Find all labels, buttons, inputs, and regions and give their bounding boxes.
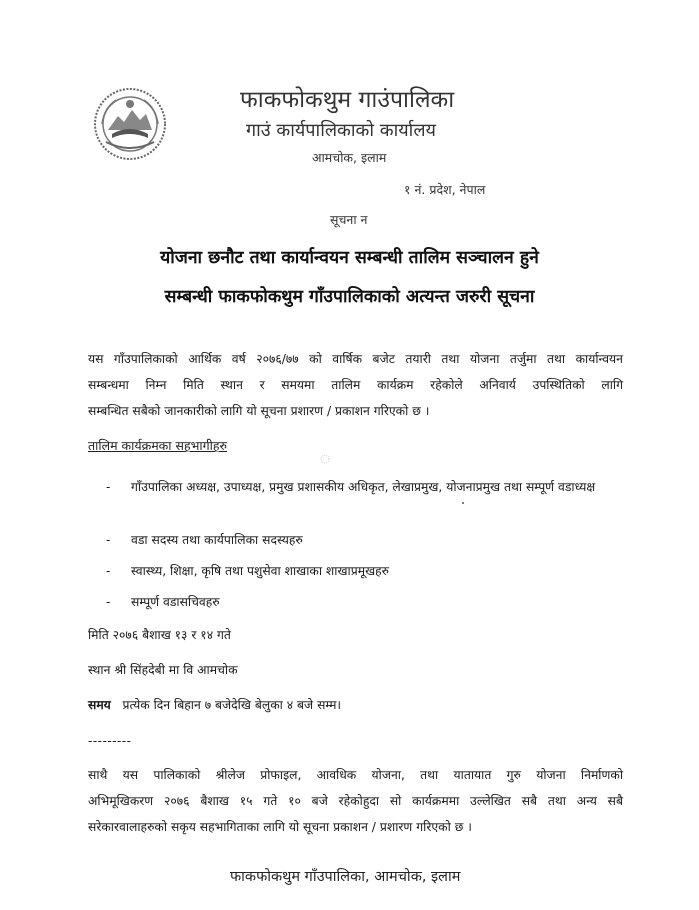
notice-title-line-1: योजना छनौट तथा कार्यान्वयन सम्बन्धी तालिम सञ्चालन हुने [160,248,539,268]
scan-dot [462,502,464,504]
bullet-dash: - [106,595,111,609]
province: १ नं. प्रदेश, नेपाल [404,182,486,197]
notice-number: सूचना न [330,212,368,227]
training-place: स्थान श्री सिंहदेबी मा वि आमचोक [88,663,238,677]
notice-title-line-2: सम्बन्धी फाकफोकथुम गाँउपालिकाको अत्यन्त जरुरी सूचना [164,287,535,307]
participant-item: सम्पूर्ण वडासचिवहरु [131,595,220,609]
participant-item: गाँउपालिका अध्यक्ष, उपाध्यक्ष, प्रमुख प्रशासकीय अधिकृत, लेखाप्रमुख, योजनाप्रमुख तथा सम्पूर्ण वडाध्यक्ष [131,480,596,494]
intro-paragraph [88,346,623,424]
intro-line-1: यस गाँउपालिकाको आर्थिक वर्ष २०७६/७७ को वार्षिक बजेट तयारी तथा योजना तर्जुमा तथा कार्यान्वयन [88,352,623,366]
participants-heading: तालिम कार्यक्रमका सहभागीहरु [88,438,227,453]
office-name: गाउं कार्यपालिकाको कार्यालय [246,120,436,141]
separator: --------- [88,734,132,748]
nepal-emblem-icon [92,86,168,162]
office-address: आमचोक, इलाम [312,150,387,165]
footer-signature: फाकफोकथुम गाँउपालिका, आमचोक, इलाम [230,869,461,885]
time-value: प्रत्येक दिन बिहान ७ बजेदेखि बेलुका ४ बजे सम्म। [122,698,342,712]
second-line-2: अभिमूखिकरण २०७६ बैशाख १५ गते १० बजे रहेकोहुदा सो कार्यक्रममा उल्लेखित सबै तथा अन्य सबै [88,794,623,808]
second-line-3: सरेकारवालाहरुको सकृय सहभागिताका लागि यो सूचना प्रकाशन / प्रशारण गरिएको छ । [88,820,472,834]
participant-item: स्वास्थ्य, शिक्षा, कृषि तथा पशुसेवा शाखाका शाखाप्रमूखहरु [131,564,390,578]
intro-line-3: सम्बन्धित सबैको जानकारीको लागि यो सूचना प्रशारण / प्रकाशन गरिएको छ । [88,404,430,418]
org-name: फाकफोकथुम गाउंपालिका [240,87,455,113]
second-paragraph [88,762,623,840]
time-label: समय [88,698,111,712]
bullet-dash: - [106,480,111,494]
training-time [88,696,341,713]
second-line-1: साथै यस पालिकाको श्रीलेज प्रोफाइल, आवधिक योजना, तथा यातायात गुरु योजना निर्माणको [88,768,623,782]
bullet-dash: - [106,533,111,547]
scan-speck [318,452,332,466]
intro-line-2: सम्बन्धमा निम्न मिति स्थान र समयमा तालिम कार्यक्रम रहेकोले अनिवार्य उपस्थितिको लागि [88,378,623,392]
participant-item: वडा सदस्य तथा कार्यपालिका सदस्यहरु [131,533,303,547]
training-date: मिति २०७६ बैशाख १३ र १४ गते [88,628,231,642]
bullet-dash: - [106,564,111,578]
